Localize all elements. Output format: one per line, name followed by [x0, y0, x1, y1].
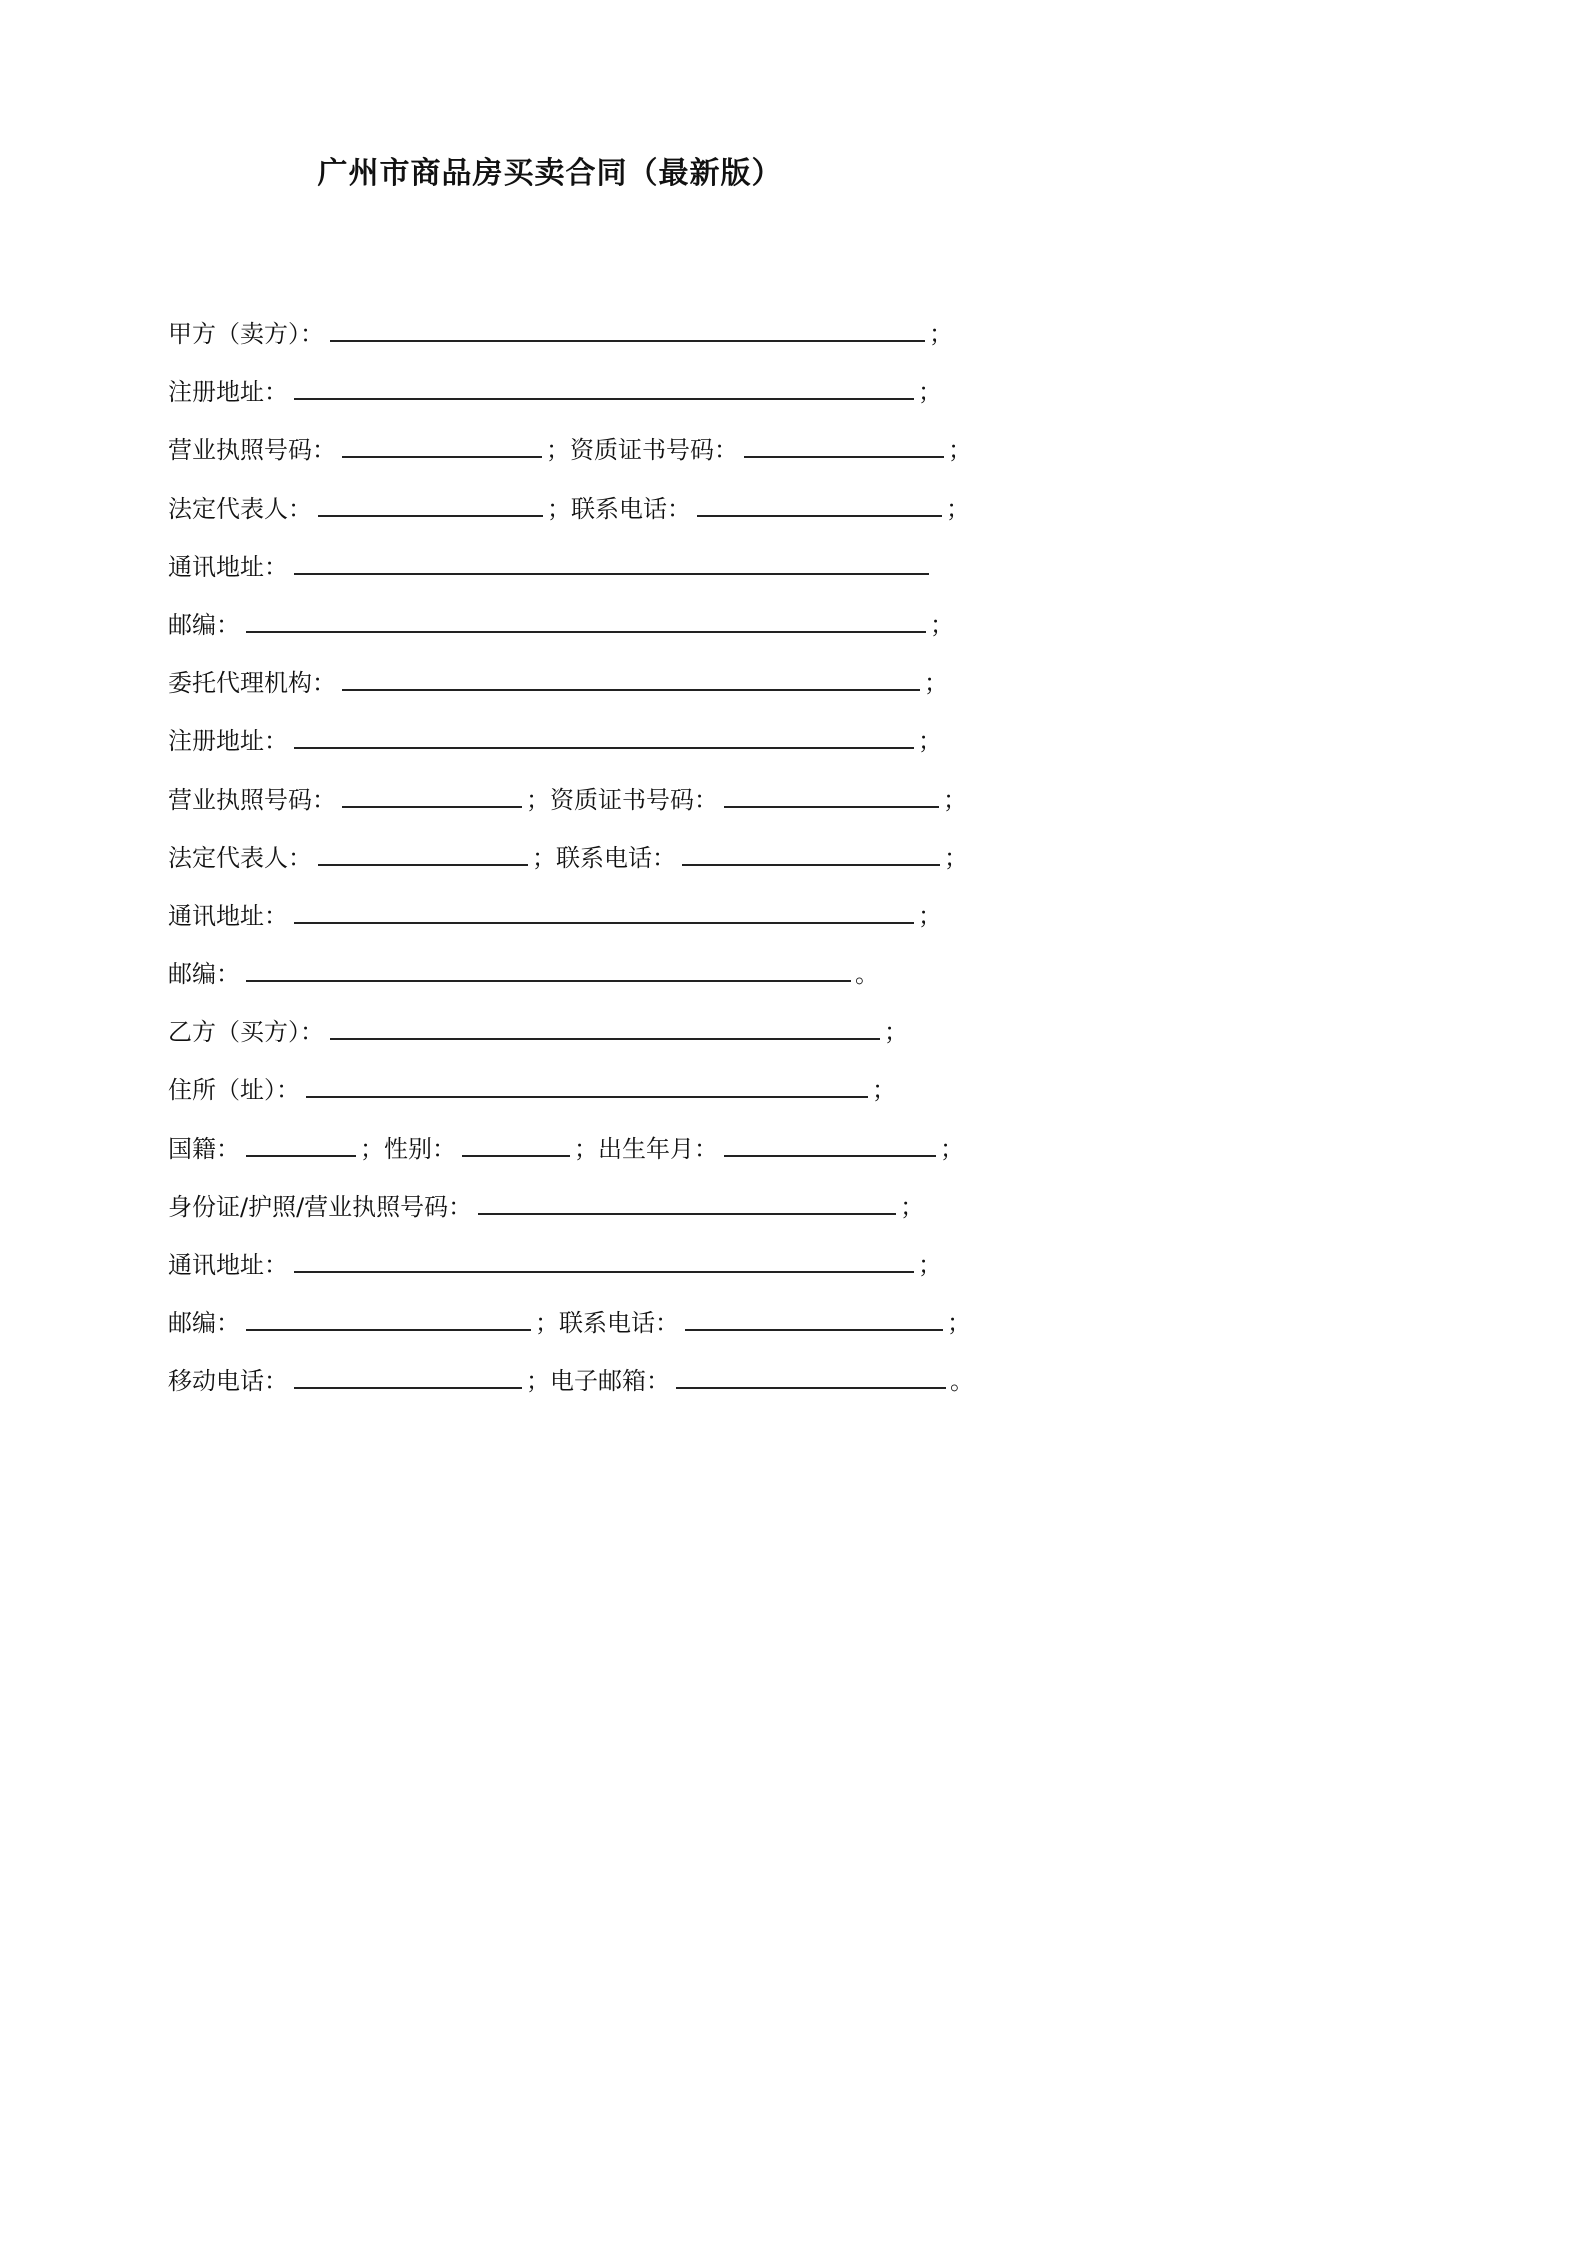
form-row-buyer-mobile-email: 移动电话： ；电子邮箱： 。 — [168, 1362, 958, 1420]
buyer-id-number-blank[interactable] — [478, 1188, 896, 1215]
form-row-buyer: 乙方（买方）： ； — [168, 1013, 958, 1071]
buyer-mailing-address-blank[interactable] — [294, 1246, 914, 1273]
form-row-seller: 甲方（卖方）： ； — [168, 315, 958, 373]
agency-contact-phone-blank[interactable] — [682, 839, 940, 866]
form-row-agency-mailing-address: 通讯地址： ； — [168, 897, 958, 955]
mailing-address-label: 通讯地址： — [168, 1251, 288, 1279]
buyer-label: 乙方（买方）： — [168, 1018, 324, 1047]
id-number-label: 身份证/护照/营业执照号码： — [168, 1192, 473, 1221]
contact-phone-label: ；联系电话： — [532, 843, 676, 872]
form-row-agency-representative: 法定代表人： ；联系电话： ； — [168, 839, 958, 897]
seller-business-license-blank[interactable] — [342, 431, 542, 458]
document-title: 广州市商品房买卖合同（最新版） — [317, 156, 783, 191]
form-row-buyer-personal: 国籍： ；性别： ；出生年月： ； — [168, 1130, 958, 1188]
seller-name-blank[interactable] — [330, 315, 925, 342]
contact-phone-label: ；联系电话： — [535, 1309, 679, 1338]
buyer-nationality-blank[interactable] — [246, 1130, 356, 1157]
form-row-buyer-residence: 住所（址）： ； — [168, 1071, 958, 1129]
seller-contact-phone-blank[interactable] — [697, 490, 942, 517]
nationality-label: 国籍： — [168, 1134, 240, 1163]
qualification-cert-label: ；资质证书号码： — [546, 436, 738, 465]
postcode-label: 邮编： — [168, 960, 240, 989]
buyer-residence-blank[interactable] — [306, 1071, 868, 1098]
form-row-agency: 委托代理机构： ； — [168, 664, 958, 722]
agency-qualification-cert-blank[interactable] — [724, 781, 939, 808]
gender-label: ；性别： — [360, 1134, 456, 1163]
qualification-cert-label: ；资质证书号码： — [526, 785, 718, 814]
agency-registered-address-blank[interactable] — [294, 722, 914, 749]
business-license-label: 营业执照号码： — [168, 436, 336, 465]
agency-label: 委托代理机构： — [168, 669, 336, 698]
legal-representative-label: 法定代表人： — [168, 843, 312, 872]
agency-postcode-blank[interactable] — [246, 955, 851, 982]
buyer-email-blank[interactable] — [676, 1362, 946, 1389]
mailing-address-label: 通讯地址： — [168, 552, 288, 581]
form-row-seller-representative: 法定代表人： ；联系电话： ； — [168, 490, 958, 548]
buyer-mobile-phone-blank[interactable] — [294, 1362, 522, 1389]
seller-registered-address-blank[interactable] — [294, 373, 914, 400]
buyer-birth-date-blank[interactable] — [724, 1130, 936, 1157]
agency-mailing-address-blank[interactable] — [294, 897, 914, 924]
seller-postcode-blank[interactable] — [246, 606, 926, 633]
party-info-form — [168, 315, 974, 1421]
form-row-agency-registered-address: 注册地址： ； — [168, 722, 958, 780]
form-row-seller-mailing-address — [168, 548, 958, 606]
buyer-gender-blank[interactable] — [462, 1130, 570, 1157]
seller-label: 甲方（卖方）： — [168, 320, 324, 348]
registered-address-label: 注册地址： — [168, 727, 288, 756]
business-license-label: 营业执照号码： — [168, 785, 336, 814]
form-row-buyer-postcode-phone: 邮编： ；联系电话： ； — [168, 1304, 958, 1362]
agency-name-blank[interactable] — [342, 664, 920, 691]
residence-label: 住所（址）： — [168, 1076, 300, 1105]
mobile-phone-label: 移动电话： — [168, 1367, 288, 1396]
postcode-label: 邮编： — [168, 1309, 240, 1338]
email-label: ；电子邮箱： — [526, 1367, 670, 1396]
form-row-agency-postcode: 邮编： 。 — [168, 955, 958, 1013]
form-row-agency-license: 营业执照号码： ；资质证书号码： ； — [168, 781, 958, 839]
contact-phone-label: ；联系电话： — [547, 494, 691, 523]
registered-address-label: 注册地址： — [168, 378, 288, 407]
seller-qualification-cert-blank[interactable] — [744, 431, 944, 458]
form-row-seller-registered-address: 注册地址： ； — [168, 373, 958, 431]
mailing-address-label: 通讯地址： — [168, 901, 288, 930]
seller-legal-representative-blank[interactable] — [318, 490, 543, 517]
seller-mailing-address-blank[interactable] — [294, 548, 929, 575]
form-row-buyer-id: 身份证/护照/营业执照号码： ； — [168, 1188, 958, 1246]
legal-representative-label: 法定代表人： — [168, 494, 312, 523]
form-row-seller-license: 营业执照号码： ；资质证书号码： ； — [168, 431, 958, 489]
buyer-name-blank[interactable] — [330, 1013, 880, 1040]
agency-business-license-blank[interactable] — [342, 781, 522, 808]
postcode-label: 邮编： — [168, 610, 240, 639]
birth-date-label: ；出生年月： — [574, 1134, 718, 1163]
form-row-buyer-mailing-address: 通讯地址： ； — [168, 1246, 958, 1304]
buyer-postcode-blank[interactable] — [246, 1304, 531, 1331]
buyer-contact-phone-blank[interactable] — [685, 1304, 943, 1331]
form-row-seller-postcode: 邮编： ； — [168, 606, 958, 664]
agency-legal-representative-blank[interactable] — [318, 839, 528, 866]
